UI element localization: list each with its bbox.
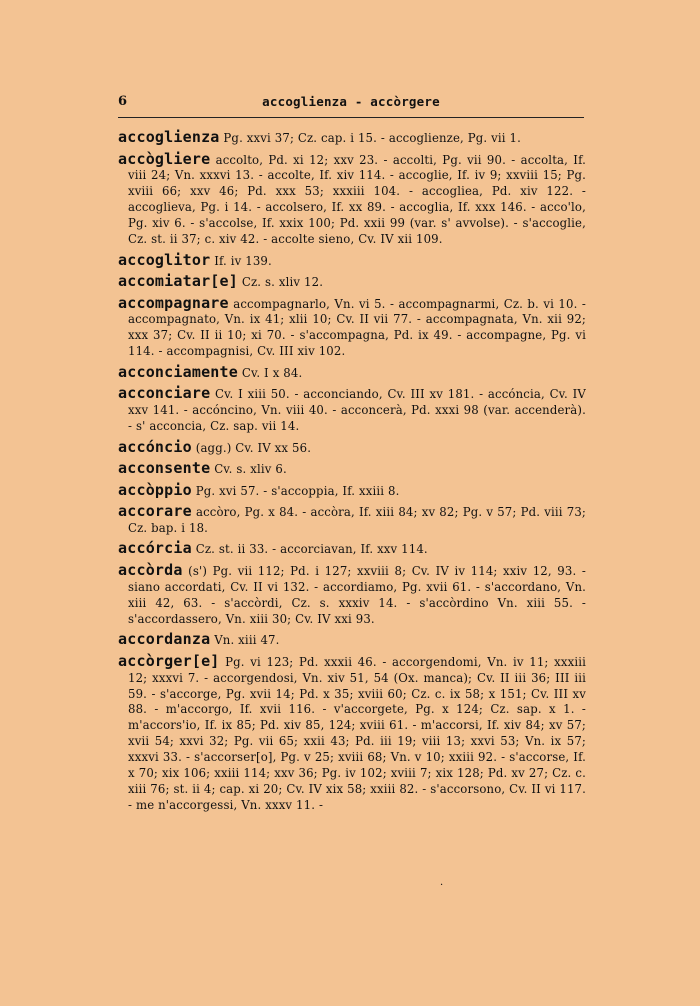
page-number: 6 — [118, 94, 128, 109]
dictionary-entry — [118, 480, 586, 500]
page-header — [118, 94, 584, 114]
entry-text: Vn. xiii 47. — [214, 633, 280, 648]
entry-text: Cv. I x 84. — [241, 365, 303, 380]
headword: accomiatar[e] — [118, 272, 238, 291]
header-rule — [118, 117, 584, 118]
headword: accompagnare — [118, 293, 229, 312]
headword: acconciare — [118, 384, 211, 403]
entry-text: accòro, Pg. x 84. - accòra, If. xiii 84; xv 82; Pg. v 57; Pd. viii 73; Cz. bap. i 18. — [128, 505, 586, 535]
entry-text: Pg. xxvi 37; Cz. cap. i 15. - accoglienze, Pg. vii 1. — [223, 131, 522, 145]
headword: accoglitor — [118, 250, 211, 269]
headword: accòrger[e] — [118, 651, 220, 670]
dictionary-entry — [118, 293, 586, 361]
headword: acconciamente — [118, 362, 238, 381]
entry-text: (agg.) Cv. IV xx 56. — [195, 440, 312, 455]
entry-text: (s') Pg. vii 112; Pd. i 127; xxviii 8; Cv. IV iv 114; xxiv 12, 93. - siano accordati, Cv. II vi 132. - accordiamo, Pg. xvii 61. - s'accordano, Vn. xiii 42, 63. - s'accòrdi, Cz. s. xxxiv 14. - s'accòrdino Vn. xiii 55. - s'accordassero, Vn. xiii 30; Cv. IV xxi 93. — [128, 563, 586, 626]
headword: accòrda — [118, 560, 183, 579]
dictionary-entry — [118, 461, 586, 478]
dictionary-entry — [118, 149, 586, 248]
end-dot: · — [440, 880, 444, 891]
dictionary-entry — [118, 437, 586, 457]
dictionary-entry — [118, 651, 586, 814]
dictionary-entry — [118, 362, 586, 382]
headword: acconsente — [118, 459, 211, 478]
headword: accòppio — [118, 480, 192, 499]
headword: accóncio — [118, 437, 192, 456]
entry-text: If. iv 139. — [214, 253, 272, 268]
dictionary-entry — [118, 632, 586, 649]
entry-list — [118, 130, 586, 818]
dictionary-entry — [118, 541, 586, 558]
dictionary-entry — [118, 130, 586, 147]
entry-text: Cz. s. xliv 12. — [241, 275, 324, 290]
dictionary-entry — [118, 386, 586, 435]
dictionary-entry — [118, 250, 586, 270]
entry-text: Pg. xvi 57. - s'accoppia, If. xxiii 8. — [195, 483, 400, 498]
entry-text: accolto, Pd. xi 12; xxv 23. - accolti, Pg. vii 90. - accolta, If. viii 24; Vn. xxxvi 13. - accolte, If. xiv 114. - accoglie, If. iv 9; xxviii 15; Pg. xviii 66; xxv 46; Pd. xxx 53; xxxiii 104. - accogliea, Pd. xiv 122. - accoglieva, Pg. i 14. - accolsero, If. xx 89. - accoglia, If. xxx 146. - acco'lo, Pg. xiv 6. - s'accolse, If. xxix 100; Pd. xxii 99 (var. s' avvolse). - s'accoglie, Cz. st. ii 37; c. xiv 42. - accolte sieno, Cv. IV xii 109. — [128, 152, 586, 247]
headword: accorare — [118, 502, 192, 521]
running-head: accoglienza - accòrgere — [262, 94, 440, 109]
entry-text: Cz. st. ii 33. - accorciavan, If. xxv 114. — [195, 542, 428, 557]
headword: accògliere — [118, 149, 211, 168]
entry-text: Cv. I xiii 50. - acconciando, Cv. III xv 181. - accóncia, Cv. IV xxv 141. - accóncino, Vn. viii 40. - acconcerà, Pd. xxxi 98 (var. accenderà). - s' acconcia, Cz. sap. vii 14. — [128, 387, 586, 434]
entry-text: Pg. vi 123; Pd. xxxii 46. - accorgendomi, Vn. iv 11; xxxiii 12; xxxvi 7. - accorgendosi, Vn. xiv 51, 54 (Ox. manca); Cv. II iii 36; III iii 59. - s'accorge, Pg. xvii 14; Pd. x 35; xviii 60; Cz. c. ix 58; x 151; Cv. III xv 88. - m'accorgo, If. xvii 116. - v'accorgete, Pg. x 124; Cz. sap. x 1. - m'accors'io, If. ix 85; Pd. xiv 85, 124; xviii 61. - m'accorsi, If. xiv 84; xv 57; xvii 54; xxvi 32; Pg. vii 65; xxii 43; Pd. iii 19; viii 13; xxvi 53; Vn. ix 57; xxxvi 33. - s'accorser[o], Pg. v 25; xviii 68; Vn. v 10; xxiii 92. - s'accorse, If. x 70; xix 106; xxiii 114; xxv 36; Pg. iv 102; xviii 7; xix 128; Pd. xv 27; Cz. c. xiii 76; st. ii 4; cap. xi 20; Cv. IV xix 58; xxiii 82. - s'accorsono, Cv. II vi 117. - me n'accorgessi, Vn. xxxv 11. - — [128, 654, 586, 812]
dictionary-entry — [118, 560, 586, 628]
dictionary-entry — [118, 274, 586, 291]
headword: accordanza — [118, 630, 211, 649]
headword: accoglienza — [118, 128, 220, 146]
entry-text: accompagnarlo, Vn. vi 5. - accompagnarmi, Cz. b. vi 10. - accompagnato, Vn. ix 41; xlii 10; Cv. II vii 77. - accompagnata, Vn. xii 92; xxx 37; Cv. II ii 10; xi 70. - s'accompagna, Pd. ix 49. - accompagne, Pg. vi 114. - accompagnisi, Cv. III xiv 102. — [128, 296, 586, 359]
dictionary-entry — [118, 504, 586, 537]
entry-text: Cv. s. xliv 6. — [214, 462, 287, 477]
headword: accórcia — [118, 539, 192, 558]
